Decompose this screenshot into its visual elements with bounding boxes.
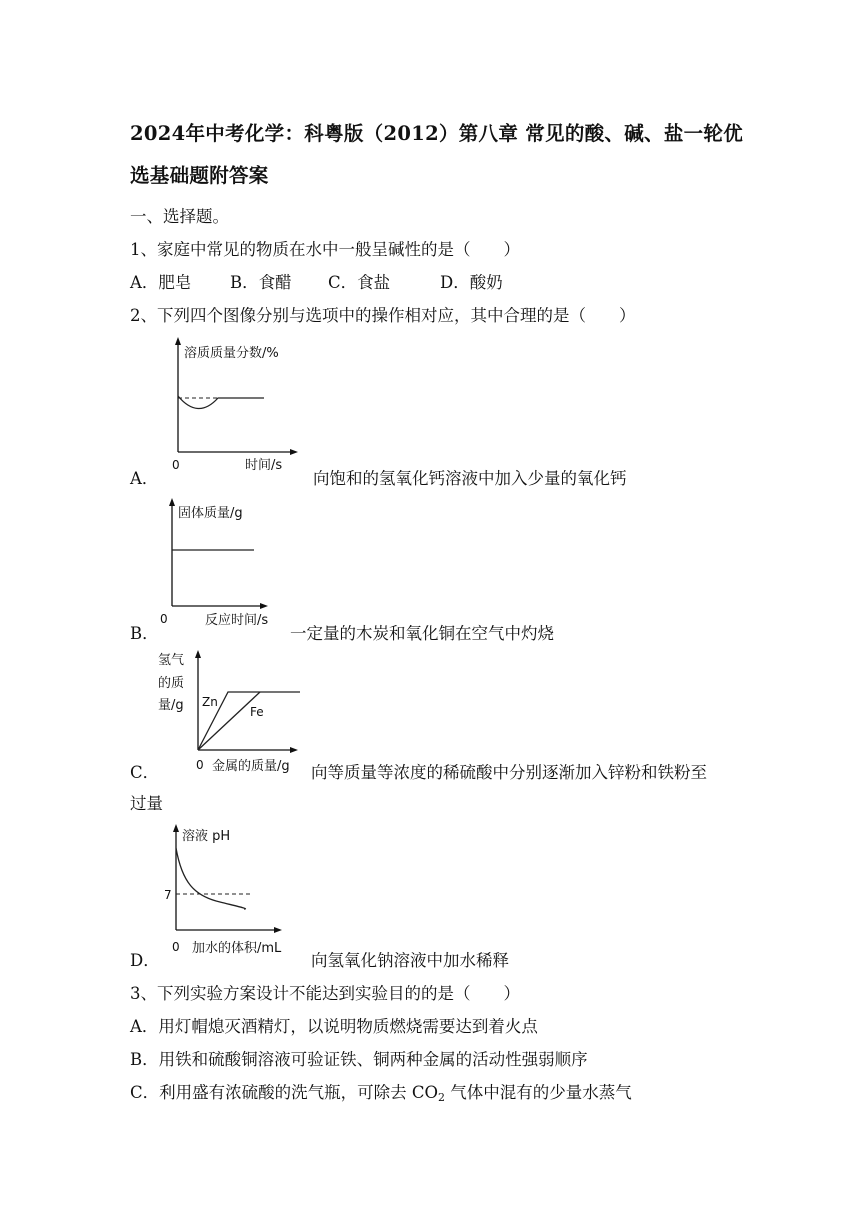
q1-option-d: D．酸奶: [440, 273, 503, 292]
question-2-stem: 2、下列四个图像分别与选项中的操作相对应，其中合理的是（ ）: [130, 306, 636, 325]
question-3-stem: 3、下列实验方案设计不能达到实验目的的是（ ）: [130, 984, 520, 1003]
q1-option-a: A．肥皂: [130, 273, 192, 292]
graph-c-y-arrow: [195, 650, 201, 658]
graph-a-origin: 0: [172, 458, 180, 472]
graph-c-series-zn: Zn: [202, 695, 218, 709]
graph-c-x-arrow: [290, 747, 298, 753]
q2-option-b-letter: B．: [130, 624, 159, 643]
page-title: 2024年中考化学：科粤版（2012）第八章 常见的酸、碱、盐一轮优: [130, 122, 744, 145]
graph-a-xlabel: 时间/s: [245, 458, 283, 473]
graph-a-x-arrow: [290, 449, 298, 455]
q3-option-b: B．用铁和硫酸铜溶液可验证铁、铜两种金属的活动性强弱顺序: [130, 1050, 588, 1069]
q2-option-c-letter: C．: [130, 763, 160, 782]
graph-c-ylabel-2: 的质: [158, 676, 185, 691]
q2-option-c-text: 向等质量等浓度的稀硫酸中分别逐渐加入锌粉和铁粉至: [311, 763, 707, 782]
graph-b-y-arrow: [169, 498, 175, 506]
graph-d-x-arrow: [274, 927, 282, 933]
q3-option-c-sub: 2: [438, 1091, 446, 1104]
graph-a-y-arrow: [175, 337, 181, 345]
graph-d-tick-7: 7: [164, 888, 172, 902]
section-heading: 一、选择题。: [130, 207, 229, 226]
q1-option-b: B．食醋: [230, 273, 292, 292]
page-title-cont: 选基础题附答案: [130, 164, 269, 187]
q2-graph-b: [150, 496, 290, 632]
graph-c-origin: 0: [196, 758, 204, 772]
q3-option-a: A．用灯帽熄灭酒精灯，以说明物质燃烧需要达到着火点: [130, 1017, 538, 1036]
graph-b-x-arrow: [260, 603, 268, 609]
q3-option-c: [130, 1079, 632, 1104]
q2-option-a-letter: A．: [130, 469, 159, 488]
graph-d-xlabel: 加水的体积/mL: [192, 941, 282, 956]
question-1-stem: 1、家庭中常见的物质在水中一般呈碱性的是（ ）: [130, 240, 520, 259]
graph-d-curve: [176, 848, 245, 909]
graph-c-series-fe: Fe: [250, 705, 264, 719]
graph-d-y-arrow: [173, 824, 179, 832]
q2-graph-a: [150, 336, 310, 476]
graph-c-xlabel: 金属的质量/g: [212, 759, 290, 774]
graph-a-ylabel: 溶质质量分数/%: [184, 346, 279, 361]
q2-option-d-text: 向氢氧化钠溶液中加水稀释: [311, 951, 509, 970]
graph-c-ylabel-1: 氢气: [158, 653, 185, 668]
q2-option-c-text-cont: 过量: [130, 794, 163, 813]
graph-c-ylabel-3: 量/g: [158, 698, 184, 713]
q1-option-c: C．食盐: [328, 273, 391, 292]
q2-option-a-text: 向饱和的氢氧化钙溶液中加入少量的氧化钙: [313, 469, 627, 488]
q2-option-b-text: 一定量的木炭和氧化铜在空气中灼烧: [290, 624, 554, 643]
graph-a-curve: [178, 396, 264, 409]
q3-option-c-pre: C．利用盛有浓硫酸的洗气瓶，可除去 CO: [130, 1083, 439, 1102]
graph-d-origin: 0: [172, 940, 180, 954]
graph-b-origin: 0: [160, 612, 168, 626]
graph-b-xlabel: 反应时间/s: [205, 613, 269, 628]
q2-graph-c: [150, 646, 310, 778]
question-1-options: [130, 269, 503, 293]
q2-option-d-letter: D．: [130, 951, 160, 970]
q2-graph-d: [150, 820, 310, 962]
q3-option-c-post: 气体中混有的少量水蒸气: [445, 1083, 632, 1102]
graph-d-ylabel: 溶液 pH: [182, 829, 231, 844]
graph-b-ylabel: 固体质量/g: [178, 506, 243, 521]
